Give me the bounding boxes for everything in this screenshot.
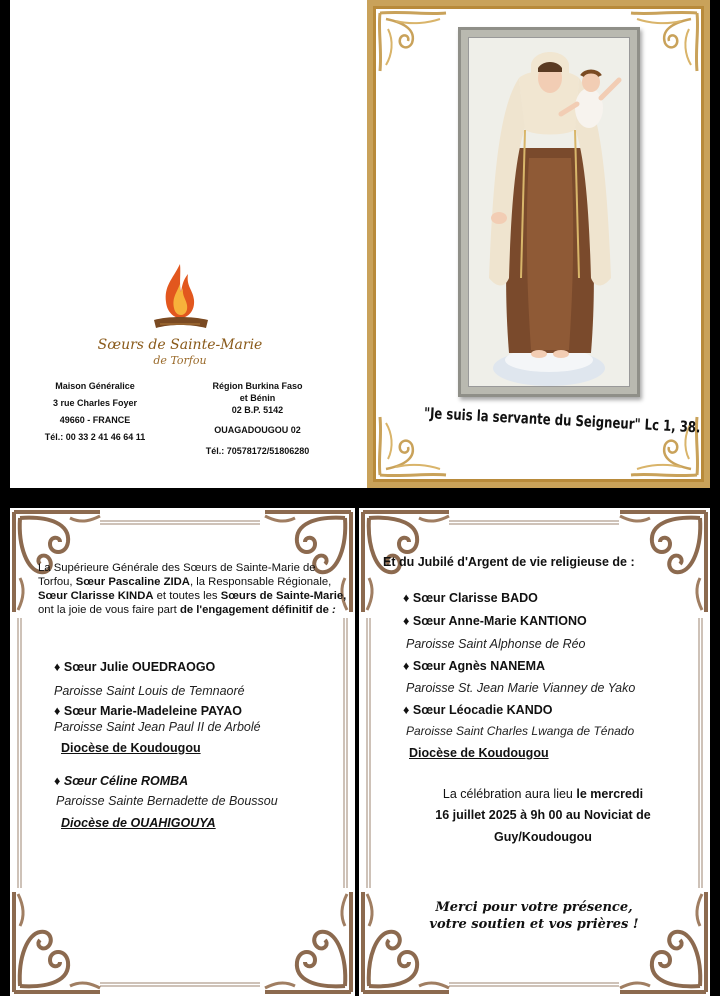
thanks-line: Merci pour votre présence, — [435, 900, 633, 915]
intro-text: ont la joie de vous faire part — [38, 604, 180, 616]
announcement-intro — [38, 561, 348, 617]
diamond-bullet-icon: ♦ — [403, 614, 410, 628]
celebration-day: le mercredi — [576, 787, 644, 801]
flame-logo-icon — [150, 262, 210, 336]
motherhouse-address — [30, 380, 160, 449]
back-cover-panel — [10, 0, 367, 488]
inner-right-panel — [359, 508, 710, 996]
jubilarian-name: ♦ Sœur Agnès NANEMA — [403, 659, 546, 673]
diocese-label: Diocèse de OUAHIGOUYA — [61, 816, 216, 830]
diamond-bullet-icon: ♦ — [54, 660, 61, 674]
front-cover-panel — [367, 0, 710, 488]
diamond-bullet-icon: ♦ — [54, 774, 61, 788]
scroll-corner-ornament-icon — [260, 886, 355, 996]
congregation-mention: Sœurs de Sainte-Marie, — [220, 590, 347, 602]
intro-text: La Supérieure Générale des Sœurs de Sainte-Marie de Torfou, — [38, 562, 316, 588]
celebration-date-time: 16 juillet 2025 à 9h 00 au Noviciat de — [435, 808, 651, 823]
address-phone: Tél.: 00 33 2 41 46 64 11 — [44, 432, 146, 443]
address-line: 3 rue Charles Foyer — [52, 398, 138, 409]
diocese-label: Diocèse de Koudougou — [409, 746, 549, 760]
sister-name: ♦ Sœur Céline ROMBA — [54, 774, 189, 788]
virgin-and-child-statue-image — [469, 38, 630, 387]
jubilarian-name: ♦ Sœur Anne-Marie KANTIONO — [403, 614, 587, 628]
intro-text: et toutes les — [153, 590, 221, 602]
front-cover-frame — [373, 6, 704, 482]
engagement-mention: de l'engagement définitif de — [179, 604, 329, 616]
diocese-label: Diocèse de Koudougou — [61, 741, 201, 755]
sister-parish: Paroisse Saint Louis de Temnaoré — [54, 684, 245, 698]
diamond-bullet-icon: ♦ — [54, 704, 61, 718]
address-line: Maison Généralice — [55, 381, 135, 391]
jubilarian-name: ♦ Sœur Léocadie KANDO — [403, 703, 553, 717]
jubilarian-parish: Paroisse Saint Charles Lwanga de Ténado — [406, 724, 635, 738]
celebration-text: La célébration aura lieu — [442, 787, 577, 801]
sister-parish: Paroisse Sainte Bernadette de Boussou — [56, 794, 278, 808]
intro-text: , la Responsable Régionale, — [189, 576, 332, 588]
address-line: 49660 - FRANCE — [59, 415, 131, 426]
jubilee-heading: Et du Jubilé d'Argent de vie religieuse de : — [383, 555, 635, 569]
picture-frame — [458, 27, 640, 397]
address-line: 02 B.P. 5142 — [231, 405, 284, 416]
congregation-place: de Torfou — [153, 354, 207, 367]
jubilarian-parish: Paroisse St. Jean Marie Vianney de Yako — [406, 681, 636, 695]
scroll-corner-ornament-icon — [10, 886, 105, 996]
diamond-bullet-icon: ♦ — [403, 591, 410, 605]
diamond-bullet-icon: ♦ — [403, 703, 410, 717]
inner-left-panel — [10, 508, 355, 996]
superior-general-name: Sœur Pascaline ZIDA — [75, 576, 190, 588]
regional-superior-name: Sœur Clarisse KINDA — [38, 590, 154, 602]
picture-mat — [468, 37, 630, 387]
diamond-bullet-icon: ♦ — [403, 659, 410, 673]
thanks-line: votre soutien et vos prières ! — [429, 916, 639, 932]
sister-parish: Paroisse Saint Jean Paul II de Arbolé — [54, 720, 261, 734]
sister-name: ♦ Sœur Julie OUEDRAOGO — [54, 660, 216, 674]
address-phone: Tél.: 70578172/51806280 — [205, 445, 310, 456]
jubilarian-parish: Paroisse Saint Alphonse de Réo — [406, 637, 586, 651]
sister-name: ♦ Sœur Marie-Madeleine PAYAO — [54, 704, 242, 718]
address-line: OUAGADOUGOU 02 — [214, 425, 301, 436]
scripture-quote: "Je suis la servante du Seigneur" Lc 1, 38. — [423, 404, 701, 437]
celebration-place: Guy/Koudougou — [494, 829, 592, 844]
address-line: Région Burkina Faso — [212, 381, 303, 391]
celebration-details — [383, 784, 703, 848]
regional-address — [190, 380, 325, 457]
gold-corner-ornament-icon — [376, 9, 456, 79]
intro-colon: : — [328, 604, 336, 616]
jubilarian-name: ♦ Sœur Clarisse BADO — [403, 591, 538, 605]
congregation-name: Sœurs de Sainte-Marie — [97, 337, 263, 353]
thanks-message — [399, 900, 669, 934]
address-line: et Bénin — [239, 393, 276, 404]
